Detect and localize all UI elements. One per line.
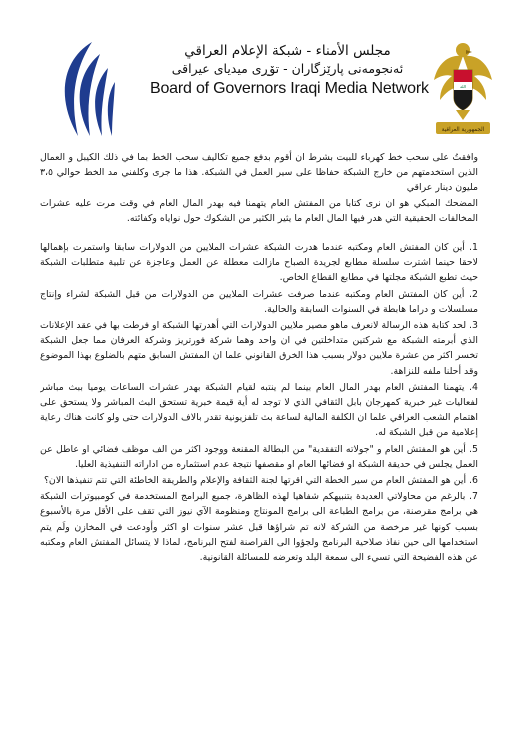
header-titles <box>150 42 429 100</box>
paragraph-spacer <box>40 226 478 240</box>
point-7: 7. بالرغم من محاولاتي العديدة بتنبيهكم شفاهيا لهذه الظاهرة، جميع البرامج المستخدمة في كومبيوترات الشبكة هي برامج مقرصنة، من برامج الطباعة الى برامج المونتاج ومنظومة الآي نيوز التي تقف على الأقل مرة بالأسبوع بسبب كونها غير مرخصة من الشركة لانه تم شراؤها قبل عشر سنوات او اكثر وأودعت في المخازن ولَم يتم استخدامها الى حين نفاذ صلاحية البرنامج ولجؤوا الى القراصنة لفتح البرنامج، لماذا لا يتسائل المفتش العام ومكتبه عن هذه الفضيحة التي تسيء الى سمعة البلد وتعرضه للمسائلة القانونية. <box>40 491 478 564</box>
header-title-kurdish: ئەنجومەنی پارێزگاران - تۆڕی میدیای عیراقی <box>171 61 404 76</box>
svg-text:الله: الله <box>460 84 466 89</box>
iraqi-media-network-logo-icon <box>52 40 122 140</box>
point-1: 1. أين كان المفتش العام ومكتبه عندما هدرت الشبكة عشرات الملايين من الدولارات سابقا واستمرت بإهمالها لاحقا حينما اشترت سلسلة مطابع لجريدة الصباح مازالت معطلة عن العمل وعاجزة عن تلبية متطلبات الشبكة حيث تطبع الشبكة مجلتها في مطابع القطاع الخاص. <box>40 242 478 284</box>
point-6: 6. أين هو المفتش العام من سير الخطة التي اقرتها لجنة الثقافة والإعلام والطريقة الخاطئة التي تتم تنفيذها الان؟ <box>43 475 478 487</box>
intro-paragraph-2: المضحك المبكي هو ان نرى كتابا من المفتش العام يتهمنا فيه بهدر المال العام في وقت مرت عليه عشرات المخالفات الحقيقية التي هدر فيها المال العام ما يثير الكثير من الشكوك حول نواياه وكفائته. <box>40 197 478 224</box>
letterhead <box>0 0 518 150</box>
point-5: 5. أين هو المفتش العام و "جولاته التفقدية" من البطالة المقنعة ووجود اكثر من الف موظف فضائي او عاطل عن العمل يجلس في حديقة الشبكة او فضائها العام او مقصفها نتيجة عدم استثماره من اداراته التنفيذية العليا. <box>40 443 478 470</box>
header-title-english: Board of Governors Iraqi Media Network <box>150 80 429 97</box>
header-title-arabic: مجلس الأمناء - شبكة الإعلام العراقي <box>184 43 391 59</box>
iraq-eagle-emblem-icon <box>432 36 494 140</box>
intro-paragraph-1: وافقتُ على سحب خط كهرباء للبيت بشرط ان أقوم بدفع جميع تكاليف سحب الخط بما في ذلك الكيبل و العمال الذين استخدمتهم من خارج الشبكة حفاظا على سير العمل في الشبكة. هذا ما جرى وكلفني مد الخط حوالي ٣،٥ مليون دينار عراقي <box>40 152 478 194</box>
point-3: 3. لحد كتابة هذه الرسالة لانعرف ماهو مصير ملايين الدولارات التي أهدرتها الشبكة او فرطت بها في عقد الإعلانات الذي أبرمته الشبكة مع شركتين متداخلتين في ان واحد وهما شركة فورتريز وشركة العرفان مما جعل الشبكة تخسر اكثر من عشرة ملايين دولار بسبب هذا الخرق القانوني علما ان المفتش السابق متهم بالضلوع بهذا الموضوع وقد أحلنا ملفه للنزاهة. <box>40 320 478 377</box>
letter-body <box>40 150 478 720</box>
point-2: 2. أين كان المفتش العام ومكتبه عندما صرفت عشرات الملايين من الدولارات من قبل الشبكة لشراء وإنتاج مسلسلات و دراما هابطة في السنوات السابقة والحالية. <box>40 288 478 315</box>
emblem-caption: الجمهورية العراقية <box>441 127 485 133</box>
point-4: 4. يتهمنا المفتش العام بهدر المال العام بينما لم ينتبه لقيام الشبكة بهدر عشرات الساعات يوميا ببث مباشر لفعاليات غير خبرية كمهرجان بابل الثقافي الذي لا توجد له أية قيمة خبرية تستحق البث المباشر ولا يستحق على اهتمام الشعب العراقي علما ان الكلفة المالية لساعة بث تلفزيونية تقدر بالاف الدولارات حتى ولو كانت هناك رعاية إعلامية من قبل الشبكة له. <box>40 381 478 439</box>
